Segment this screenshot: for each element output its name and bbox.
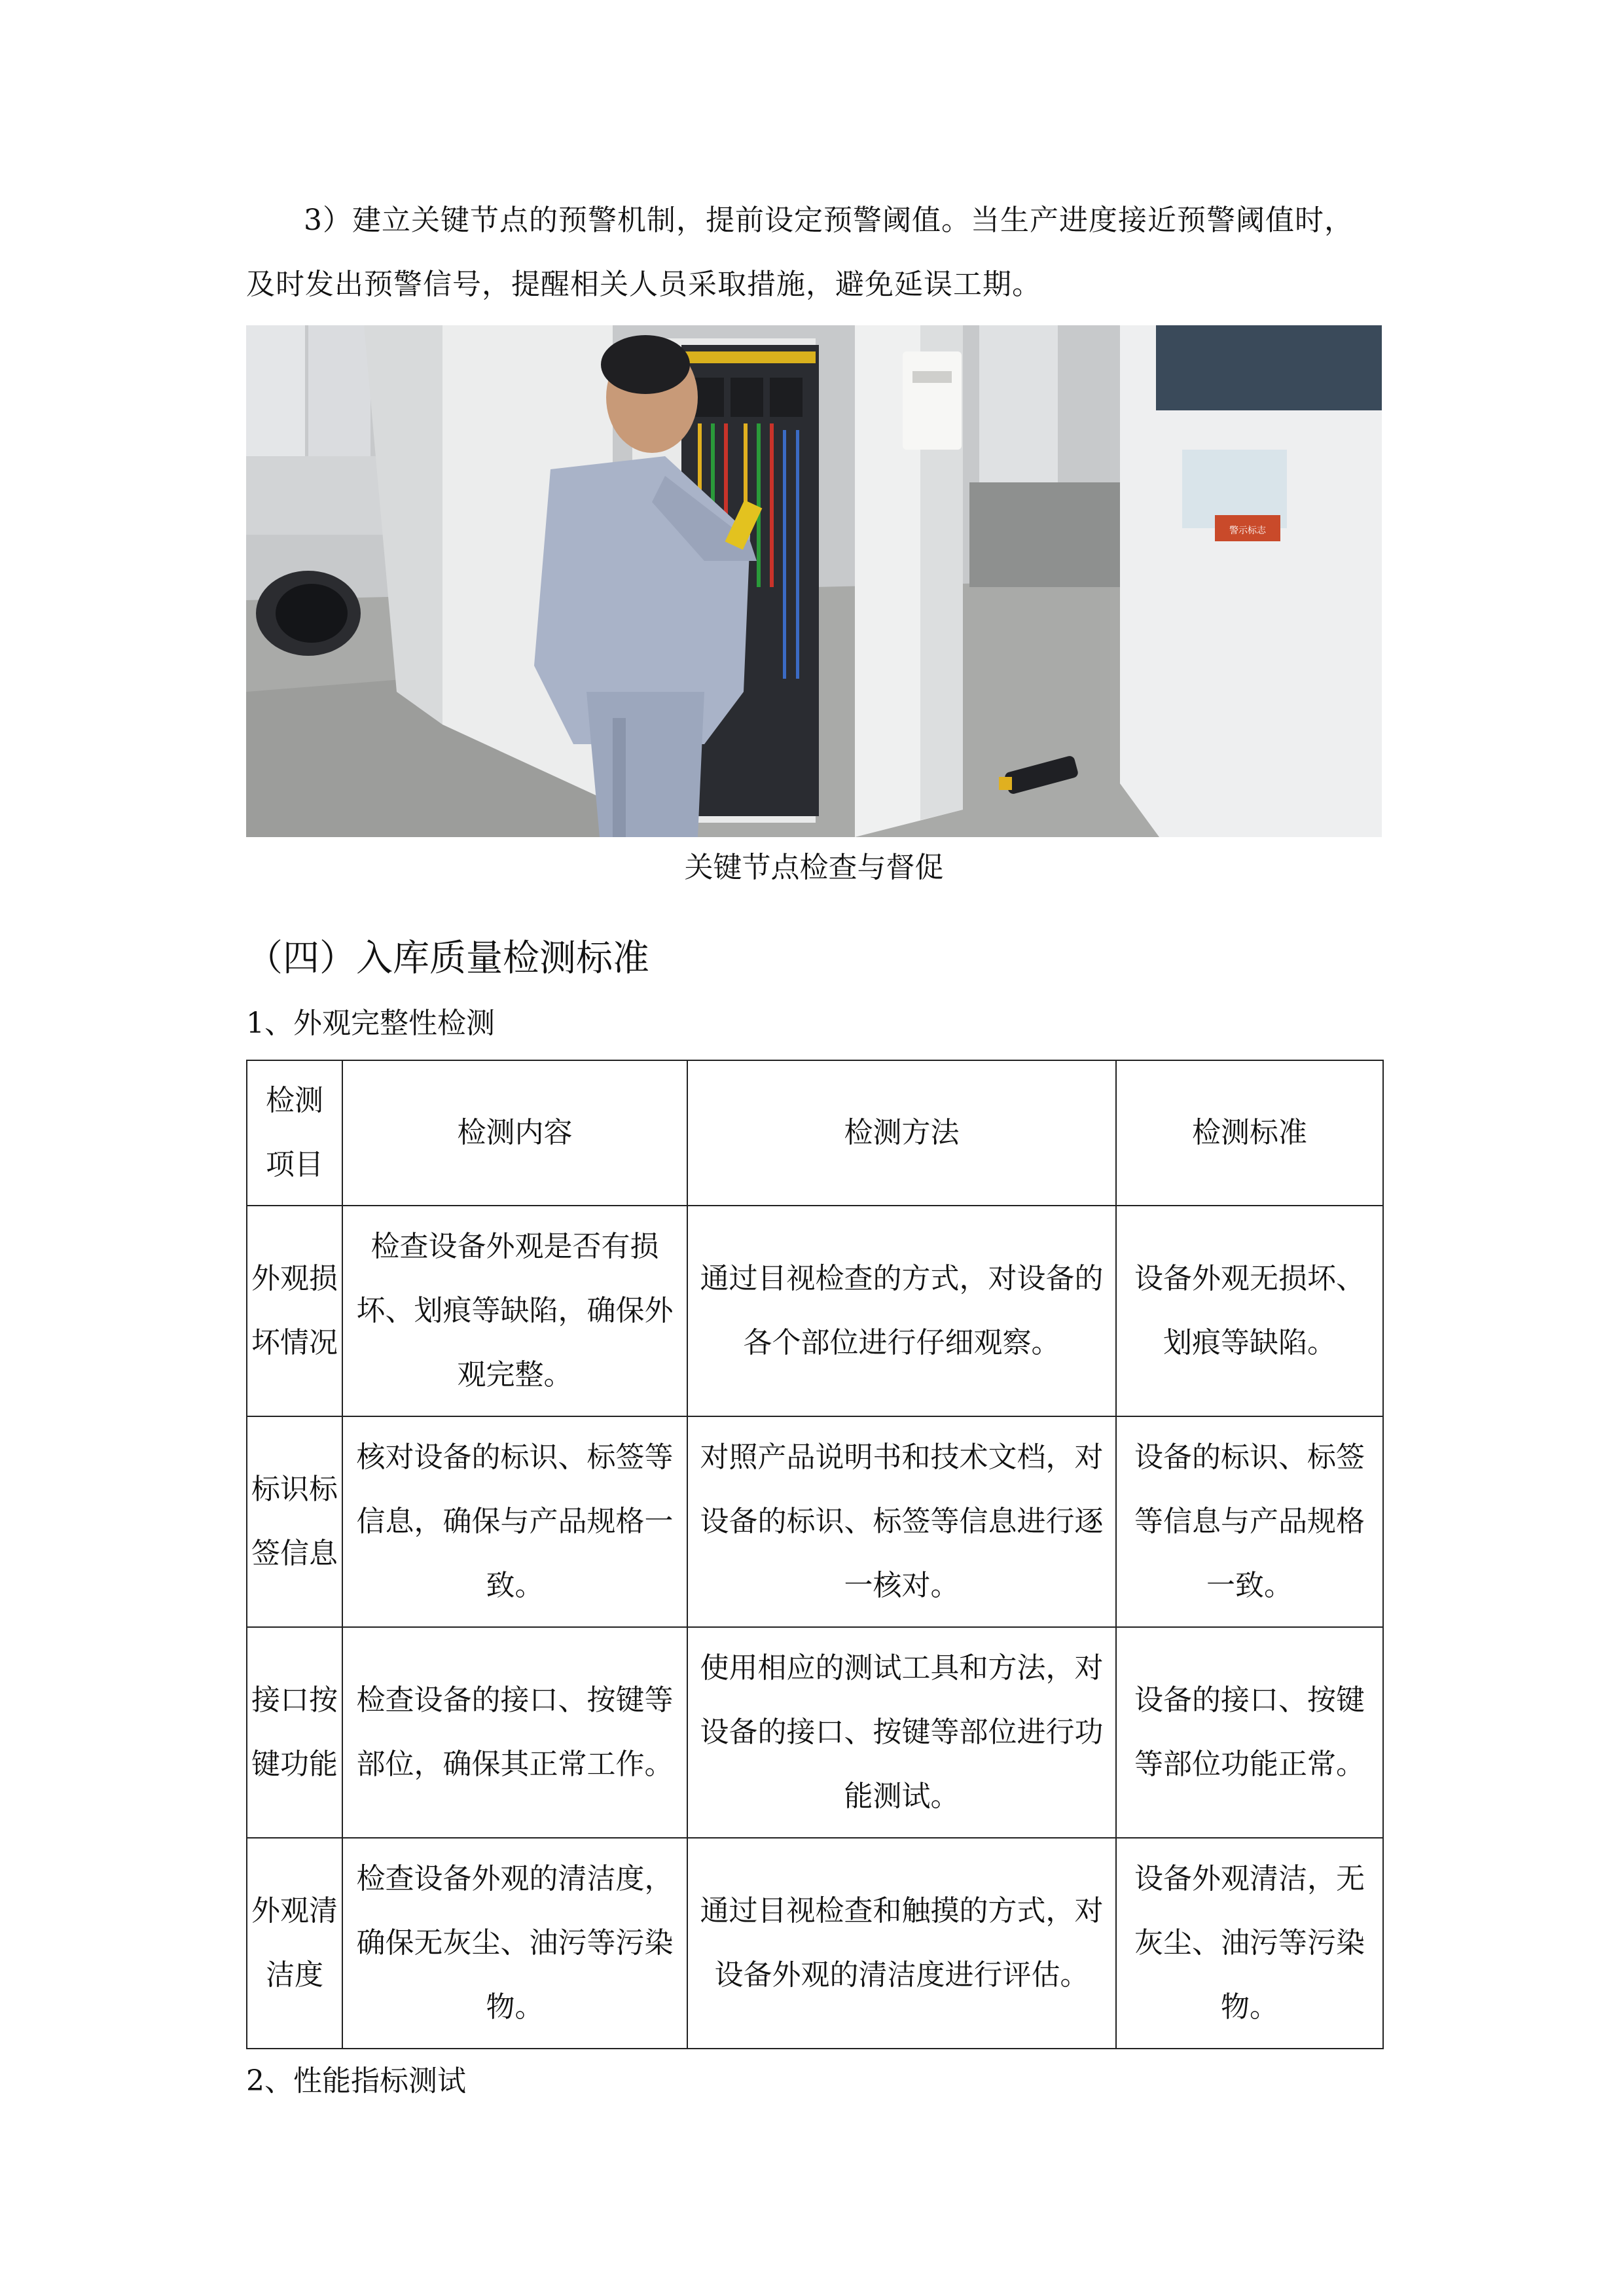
inspection-photo bbox=[246, 325, 1382, 837]
table-row bbox=[247, 1416, 1383, 1627]
cell-standard: 设备外观无损坏、划痕等缺陷。 bbox=[1116, 1206, 1383, 1416]
table-row bbox=[247, 1838, 1383, 2049]
header-cell-method: 检测方法 bbox=[687, 1060, 1116, 1206]
section-heading: （四）入库质量检测标准 bbox=[246, 937, 649, 980]
cell-standard: 设备外观清洁，无灰尘、油污等污染物。 bbox=[1116, 1838, 1383, 2049]
cell-item: 外观清洁度 bbox=[247, 1838, 342, 2049]
cell-standard: 设备的标识、标签等信息与产品规格一致。 bbox=[1116, 1416, 1383, 1627]
subsection-heading-performance: 2、性能指标测试 bbox=[246, 2064, 466, 2098]
header-cell-content: 检测内容 bbox=[342, 1060, 687, 1206]
cell-content: 核对设备的标识、标签等信息，确保与产品规格一致。 bbox=[342, 1416, 687, 1627]
cell-method: 通过目视检查的方式，对设备的各个部位进行仔细观察。 bbox=[687, 1206, 1116, 1416]
subsection-heading-appearance: 1、外观完整性检测 bbox=[246, 1007, 495, 1040]
cell-item: 外观损坏情况 bbox=[247, 1206, 342, 1416]
cell-standard: 设备的接口、按键等部位功能正常。 bbox=[1116, 1627, 1383, 1838]
cell-item: 接口按键功能 bbox=[247, 1627, 342, 1838]
cell-method: 对照产品说明书和技术文档，对设备的标识、标签等信息进行逐一核对。 bbox=[687, 1416, 1116, 1627]
table-header-row bbox=[247, 1060, 1383, 1206]
photo-caption: 关键节点检查与督促 bbox=[684, 851, 944, 884]
header-cell-item: 检测项目 bbox=[247, 1060, 342, 1206]
intro-paragraph: 3）建立关键节点的预警机制，提前设定预警阈值。当生产进度接近预警阈值时，及时发出预警信号，提醒相关人员采取措施，避免延误工期。 bbox=[246, 204, 1354, 301]
table-row bbox=[247, 1206, 1383, 1416]
photo-sign-text: 警示标志 bbox=[1229, 526, 1266, 536]
appearance-inspection-table bbox=[246, 1060, 1384, 2049]
cell-content: 检查设备的接口、按键等部位，确保其正常工作。 bbox=[342, 1627, 687, 1838]
header-cell-standard: 检测标准 bbox=[1116, 1060, 1383, 1206]
cell-content: 检查设备外观的清洁度，确保无灰尘、油污等污染物。 bbox=[342, 1838, 687, 2049]
cell-content: 检查设备外观是否有损坏、划痕等缺陷，确保外观完整。 bbox=[342, 1206, 687, 1416]
table-row bbox=[247, 1627, 1383, 1838]
cell-method: 通过目视检查和触摸的方式，对设备外观的清洁度进行评估。 bbox=[687, 1838, 1116, 2049]
cell-method: 使用相应的测试工具和方法，对设备的接口、按键等部位进行功能测试。 bbox=[687, 1627, 1116, 1838]
cell-item: 标识标签信息 bbox=[247, 1416, 342, 1627]
